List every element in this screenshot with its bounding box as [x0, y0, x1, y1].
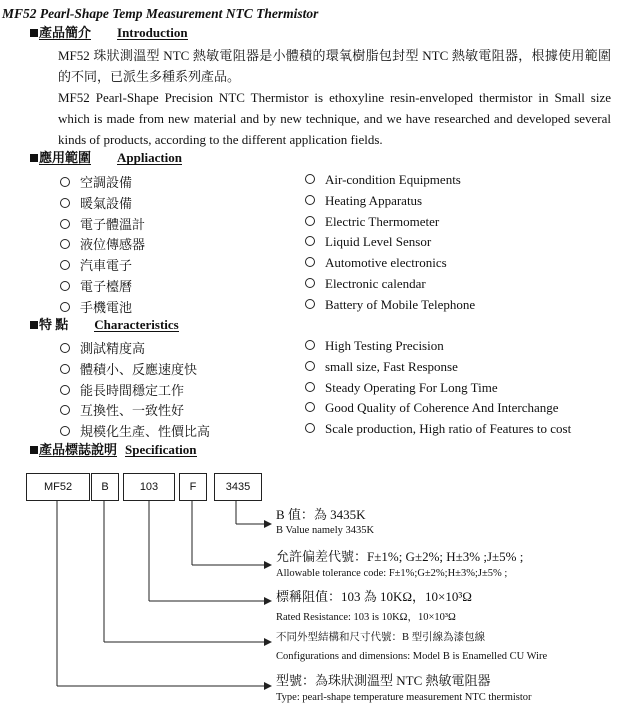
list-item: 互換性、一致性好 [60, 400, 184, 419]
list-item: Battery of Mobile Telephone [305, 297, 475, 313]
list-item: Scale production, High ratio of Features to cost [305, 421, 571, 437]
list-item: 電子體溫計 [60, 214, 145, 233]
characteristics-heading-en: Characteristics [94, 317, 179, 332]
list-item: Electric Thermometer [305, 214, 439, 230]
spec-box-tolerance: F [179, 473, 207, 501]
arrow-head-icon [264, 682, 272, 690]
list-item: 能長時間穩定工作 [60, 380, 184, 399]
intro-heading-en: Introduction [117, 25, 188, 40]
arrow-head-icon [264, 597, 272, 605]
intro-text-zh: MF52 珠狀測溫型 NTC 熱敏電阻器是小體積的環氧樹脂包封型 NTC 熱敏電阻器，根據使用範圍的不同，已派生多種系列產品。 [58, 48, 611, 84]
list-item: Good Quality of Coherence And Interchange [305, 400, 559, 416]
spec-config-en: Configurations and dimensions: Model B is Enamelled CU Wire [276, 651, 548, 662]
list-item: 手機電池 [60, 297, 132, 316]
spec-box-b-value: 3435 [214, 473, 262, 501]
list-item: 暖氣設備 [60, 193, 132, 212]
intro-text-en: MF52 Pearl-Shape Precision NTC Thermistor is ethoxyline resin-enveloped thermistor in Small size which is made from new material and by new technique, and we have researched and developed several kinds of products, according to the different application fields. [58, 90, 611, 147]
spec-box-resistance: 103 [123, 473, 175, 501]
list-item: Electronic calendar [305, 276, 426, 292]
page-title: MF52 Pearl-Shape Temp Measurement NTC Thermistor [2, 6, 319, 21]
list-item: small size, Fast Response [305, 359, 458, 375]
spec-resistance-en: Rated Resistance: 103 is 10KΩ，10×10³Ω [276, 612, 456, 623]
list-item: High Testing Precision [305, 338, 444, 354]
spec-b-value-zh: B 值：為 3435K [276, 507, 366, 522]
spec-box-config: B [91, 473, 119, 501]
application-heading-en: Appliaction [117, 150, 183, 165]
spec-config-zh: 不同外型結構和尺寸代號：B 型引線為漆包線 [276, 632, 486, 643]
arrow-head-icon [264, 638, 272, 646]
list-item: 體積小、反應速度快 [60, 359, 197, 378]
spec-type-en: Type: pearl-shape temperature measurement NTC thermistor [276, 692, 532, 703]
list-item: 電子檯曆 [60, 276, 132, 295]
list-item: Automotive electronics [305, 255, 447, 271]
spec-type-zh: 型號：為珠狀測溫型 NTC 熱敏電阻器 [276, 673, 491, 688]
intro-heading-zh: 產品簡介 [39, 25, 92, 40]
list-item: Liquid Level Sensor [305, 234, 431, 250]
spec-resistance-zh: 標稱阻值：103 為 10KΩ，10×10³Ω [276, 589, 472, 604]
characteristics-heading-zh: 特 點 [39, 317, 69, 332]
list-item: Steady Operating For Long Time [305, 380, 498, 396]
spec-box-type: MF52 [26, 473, 90, 501]
spec-b-value-en: B Value namely 3435K [276, 525, 375, 536]
specification-heading-zh: 產品標誌說明 [39, 442, 118, 457]
arrow-head-icon [264, 520, 272, 528]
arrow-head-icon [264, 561, 272, 569]
list-item: 空調設備 [60, 172, 132, 191]
specification-heading-en: Specification [125, 442, 197, 457]
list-item: 液位傳感器 [60, 234, 145, 253]
spec-tolerance-zh: 允許偏差代號：F±1%; G±2%; H±3% ;J±5% ; [276, 549, 524, 564]
list-item: Air-condition Equipments [305, 172, 461, 188]
spec-tolerance-en: Allowable tolerance code: F±1%;G±2%;H±3%;J±5% ; [276, 568, 508, 579]
list-item: Heating Apparatus [305, 193, 422, 209]
list-item: 規模化生產、性價比高 [60, 421, 210, 440]
application-heading-zh: 應用範圍 [39, 150, 92, 165]
list-item: 汽車電子 [60, 255, 132, 274]
list-item: 測試精度高 [60, 338, 145, 357]
